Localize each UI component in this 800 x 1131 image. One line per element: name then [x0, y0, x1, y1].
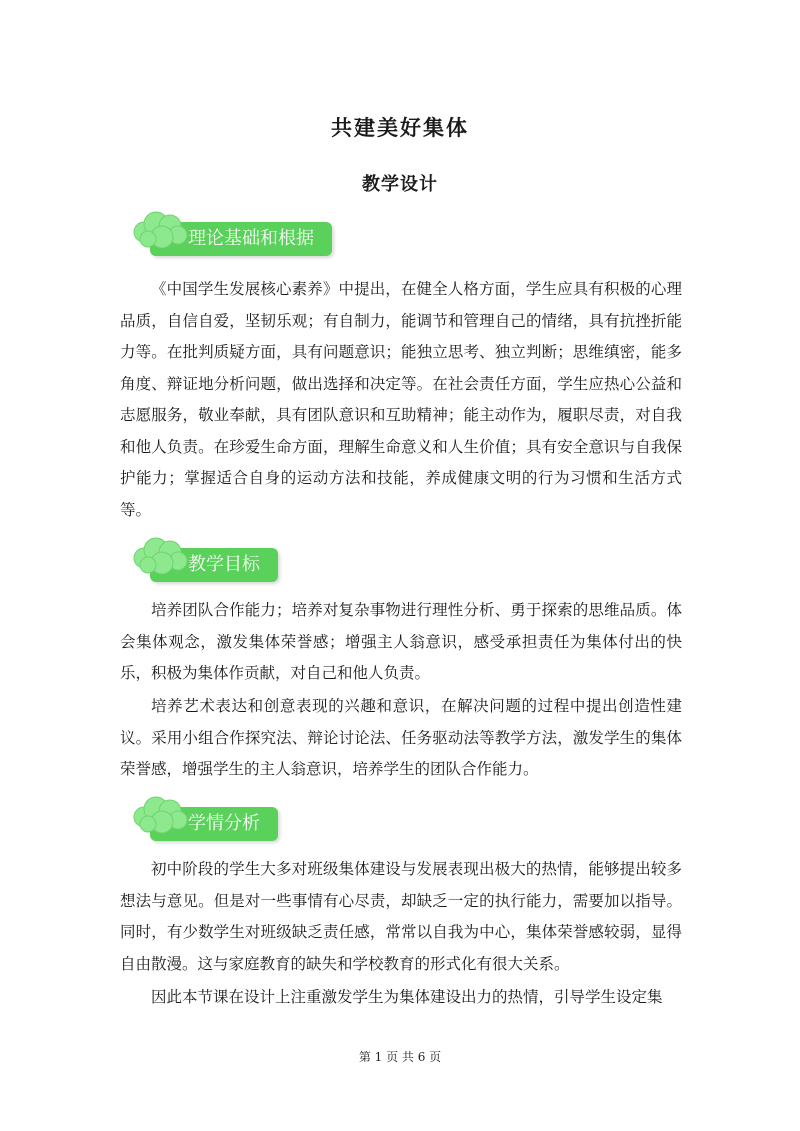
paragraph-objectives-1: 培养团队合作能力；培养对复杂事物进行理性分析、勇于探索的思维品质。体会集体观念，激发集体荣誉感；增强主人翁意识，感受承担责任为集体付出的快乐，积极为集体作贡献，对自己和他人负责。	[120, 601, 682, 682]
paragraph-objectives-2: 培养艺术表达和创意表现的兴趣和意识，在解决问题的过程中提出创造性建议。采用小组合作探究法、辩论讨论法、任务驱动法等教学方法，激发学生的集体荣誉感，增强学生的主人翁意识，培养学生的团队合作能力。	[120, 697, 682, 778]
paragraph-theory-1: 《中国学生发展核心素养》中提出，在健全人格方面，学生应具有积极的心理品质，自信自爱，坚韧乐观；有自制力，能调节和管理自己的情绪，具有抗挫折能力等。在批判质疑方面，具有问题意识；能独立思考、独立判断；思维缜密，能多角度、辩证地分析问题，做出选择和决定等。在社会责任方面，学生应热心公益和志愿服务，敬业奉献，具有团队意识和互助精神；能主动作为，履职尽责，对自我和他人负责。在珍爱生命方面，理解生命意义和人生价值；具有安全意识与自我保护能力；掌握适合自身的运动方法和技能，养成健康文明的行为习惯和生活方式等。	[120, 280, 682, 519]
document-subtitle: 教学设计	[362, 174, 438, 195]
section-heading-label: 教学目标	[188, 554, 260, 575]
document-title: 共建美好集体	[331, 116, 469, 140]
paragraph-student-analysis-1: 初中阶段的学生大多对班级集体建设与发展表现出极大的热情，能够提出较多想法与意见。但是对一些事情有心尽责，却缺乏一定的执行能力，需要加以指导。同时，有少数学生对班级缺乏责任感，常常以自我为中心，集体荣誉感较弱，显得自由散漫。这与家庭教育的缺失和学校教育的形式化有很大关系。	[120, 860, 682, 973]
cloud-icon	[130, 210, 190, 250]
cloud-icon	[130, 795, 190, 835]
section-heading-label: 理论基础和根据	[188, 228, 314, 249]
paragraph-student-analysis-2: 因此本节课在设计上注重激发学生为集体建设出力的热情，引导学生设定集	[151, 988, 663, 1006]
cloud-icon	[130, 536, 190, 576]
section-heading-label: 学情分析	[188, 813, 260, 834]
page-footer: 第 1 页 共 6 页	[358, 1050, 442, 1064]
